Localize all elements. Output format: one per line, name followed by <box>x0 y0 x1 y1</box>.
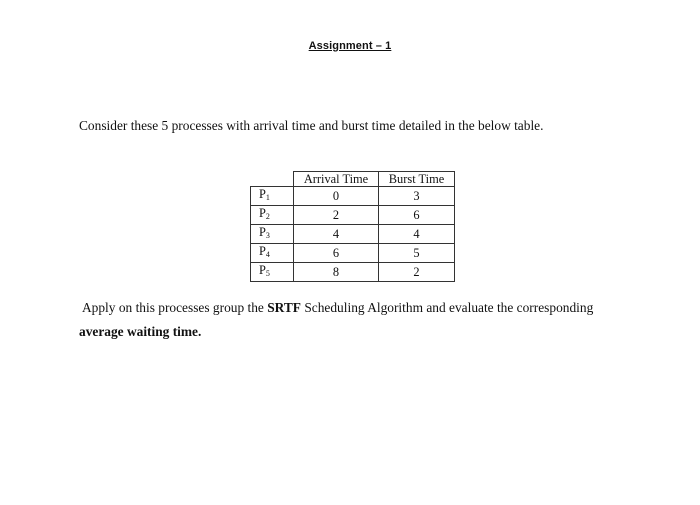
instruction-line-2: average waiting time. <box>79 324 202 339</box>
arrival-time-cell: 8 <box>294 263 379 282</box>
arrival-time-header: Arrival Time <box>294 172 379 187</box>
process-name: P <box>259 225 266 240</box>
process-name-cell <box>251 225 294 244</box>
table-row <box>251 244 455 263</box>
process-index: 2 <box>265 212 270 222</box>
algorithm-name: SRTF <box>267 300 301 315</box>
table-row <box>251 263 455 282</box>
burst-time-header: Burst Time <box>379 172 455 187</box>
process-index: 4 <box>265 250 270 260</box>
process-name: P <box>259 206 266 221</box>
process-name-cell <box>251 263 294 282</box>
arrival-time-cell: 6 <box>294 244 379 263</box>
process-name: P <box>259 187 266 202</box>
process-name-cell <box>251 187 294 206</box>
instruction-text-start: Apply on this processes group the <box>82 300 268 315</box>
arrival-time-cell: 2 <box>294 206 379 225</box>
burst-time-cell: 6 <box>379 206 455 225</box>
intro-text: Consider these 5 processes with arrival time and burst time detailed in the below table. <box>79 118 544 133</box>
burst-time-cell: 2 <box>379 263 455 282</box>
burst-time-cell: 4 <box>379 225 455 244</box>
arrival-time-cell: 0 <box>294 187 379 206</box>
process-name-cell <box>251 244 294 263</box>
process-name-cell <box>251 206 294 225</box>
process-index: 1 <box>265 193 270 203</box>
instruction-line-1 <box>79 296 659 320</box>
burst-time-cell: 3 <box>379 187 455 206</box>
process-name: P <box>259 263 266 278</box>
table-row <box>251 206 455 225</box>
process-index: 3 <box>265 231 270 241</box>
table-row <box>251 225 455 244</box>
burst-time-cell: 5 <box>379 244 455 263</box>
table-row <box>251 187 455 206</box>
table-header-row <box>251 172 455 187</box>
process-table <box>250 171 455 282</box>
arrival-time-cell: 4 <box>294 225 379 244</box>
process-name: P <box>259 244 266 259</box>
assignment-title: Assignment – 1 <box>308 40 392 52</box>
table-corner-cell <box>251 172 294 187</box>
instruction-paragraph <box>79 296 659 344</box>
instruction-text-end: Scheduling Algorithm and evaluate the corresponding <box>300 300 594 315</box>
process-index: 5 <box>265 269 270 279</box>
